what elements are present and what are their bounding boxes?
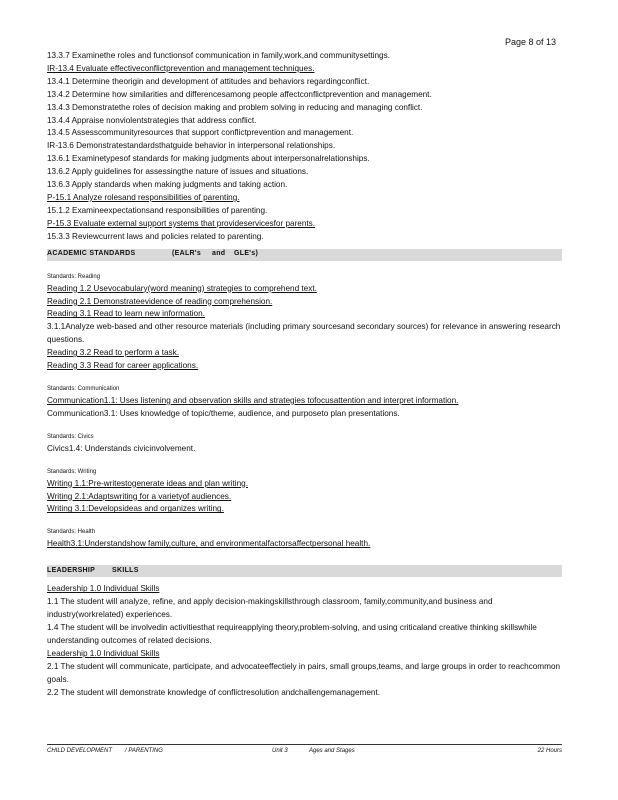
- objective-item: 13.4.5 Assesscommunityresources that support conflictprevention and management.: [47, 128, 354, 138]
- reading-item: Reading 3.2 Read to perform a task.: [47, 348, 179, 358]
- reading-item: Reading 1.2 Usevocabulary(word meaning) strategies to comprehend text.: [47, 283, 317, 293]
- writing-list: [47, 478, 562, 517]
- leadership-band: [47, 565, 562, 577]
- communication-list: [47, 395, 562, 421]
- objective-item: 13.6.3 Apply standards when making judgments and taking action.: [47, 180, 288, 190]
- objective-item: 15.1.2 Examineexpectationsand responsibilities of parenting.: [47, 205, 268, 215]
- leadership-para-4: 2.2 The student will demonstrate knowledge of conflictresolution andchallengemanagement.: [47, 687, 381, 697]
- academic-standards-band: [47, 249, 562, 261]
- academic-col3: and: [212, 250, 226, 258]
- objective-item: 13.6.2 Apply guidelines for assessingthe nature of issues and situations.: [47, 167, 309, 177]
- communication-item: Communication1.1: Uses listening and observation skills and strategies tofocusattention and interpret information.: [47, 395, 459, 405]
- objective-item: IR-13.4 Evaluate effectiveconflictprevention and management techniques.: [47, 63, 315, 73]
- communication-label: Standards: Communication: [47, 385, 120, 392]
- leadership-title-1: Leadership 1.0 Individual Skills: [47, 584, 160, 594]
- health-label: Standards: Health: [47, 529, 96, 536]
- academic-heading: ACADEMIC STANDARDS: [47, 250, 136, 258]
- footer-course-2: / PARENTING: [125, 748, 163, 754]
- footer-hours: 22 Hours: [537, 748, 562, 754]
- reading-item: Reading 2.1 Demonstrateevidence of reading comprehension.: [47, 296, 273, 306]
- objective-item: IR-13.6 Demonstratestandardsthatguide behavior in interpersonal relationships.: [47, 141, 336, 151]
- objective-item: 13.6.1 Examinetypesof standards for making judgments about interpersonalrelationships.: [47, 154, 370, 164]
- objective-item: 13.4.2 Determine how similarities and differencesamong people affectconflictprevention and management.: [47, 89, 432, 99]
- objective-item: 13.4.4 Appraise nonviolentstrategies that address conflict.: [47, 115, 257, 125]
- communication-item: Communication3.1: Uses knowledge of topic/theme, audience, and purposeto plan presentations.: [47, 408, 400, 418]
- page-footer: [47, 744, 562, 760]
- health-list: [47, 538, 562, 551]
- civics-label: Standards: Civics: [47, 433, 94, 440]
- reading-list-2: [47, 347, 562, 373]
- footer-course: CHILD DEVELOPMENT: [47, 748, 113, 754]
- page-number: Page 8 of 13: [504, 37, 556, 47]
- leadership-para-2: 1.4 The student will be involvedin activitiesthat requireapplying theory,problem-solving, and using criticaland creative thinking skillswhile understanding outcomes of related decisions.: [47, 623, 537, 645]
- writing-item: Writing 3.1:Developsideas and organizes writing.: [47, 504, 224, 514]
- page-content: [47, 50, 562, 699]
- academic-col2: (EALR's: [172, 250, 202, 258]
- leadership-title-2: Leadership 1.0 Individual Skills: [47, 648, 160, 658]
- objective-item: 15.3.3 Reviewcurrent laws and policies related to parenting.: [47, 231, 264, 241]
- objective-item: 13.4.1 Determine theorigin and development of attitudes and behaviors regardingconflict.: [47, 76, 370, 86]
- objective-item: 13.4.3 Demonstratethe roles of decision making and problem solving in reducing and managing conflict.: [47, 102, 423, 112]
- reading-label: Standards: Reading: [47, 273, 101, 280]
- leadership-heading: LEADERSHIP: [47, 566, 96, 574]
- objectives-list: [47, 50, 562, 244]
- reading-item: Reading 3.3 Read for career applications.: [47, 361, 199, 371]
- leadership-para-3: 2.1 The student will communicate, participate, and advocateeffectiely in pairs, small groups,teams, and large groups in order to reachcommon goals.: [47, 661, 561, 684]
- footer-unit-title: Ages and Stages: [309, 748, 355, 754]
- civics-item: Civics1.4: Understands civicinvolvement.: [47, 443, 196, 453]
- writing-item: Writing 1.1:Pre-writestogenerate ideas and plan writing.: [47, 478, 249, 488]
- objective-item: P-15.3 Evaluate external support systems that provideservicesfor parents.: [47, 218, 316, 228]
- reading-item: Reading 3.1 Read to learn new information.: [47, 309, 205, 319]
- reading-paragraph: 3.1.1Analyze web-based and other resource materials (including primary sourcesand secondary sources) for relevance in answering research questions.: [47, 322, 561, 345]
- writing-item: Writing 2.1:Adaptswriting for a varietyof audiences.: [47, 491, 232, 501]
- civics-list: [47, 443, 562, 456]
- health-item: Health3.1:Understandshow family,culture, and environmentalfactorsaffectpersonal health.: [47, 539, 371, 549]
- objective-item: P-15.1 Analyze rolesand responsibilities of parenting.: [47, 192, 240, 202]
- footer-unit: Unit 3: [272, 748, 288, 754]
- leadership-para-1: 1.1 The student will analyze, refine, and apply decision-makingskillsthrough classroom, family,community,and business and industry(workrelated) experiences.: [47, 597, 493, 620]
- leadership-col2: SKILLS: [112, 566, 139, 574]
- objective-item: 13.3.7 Examinethe roles and functionsof communication in family,work,and communitysettings.: [47, 51, 390, 60]
- reading-list: [47, 283, 562, 322]
- writing-label: Standards: Writing: [47, 468, 97, 475]
- academic-col4: GLE's): [234, 250, 259, 258]
